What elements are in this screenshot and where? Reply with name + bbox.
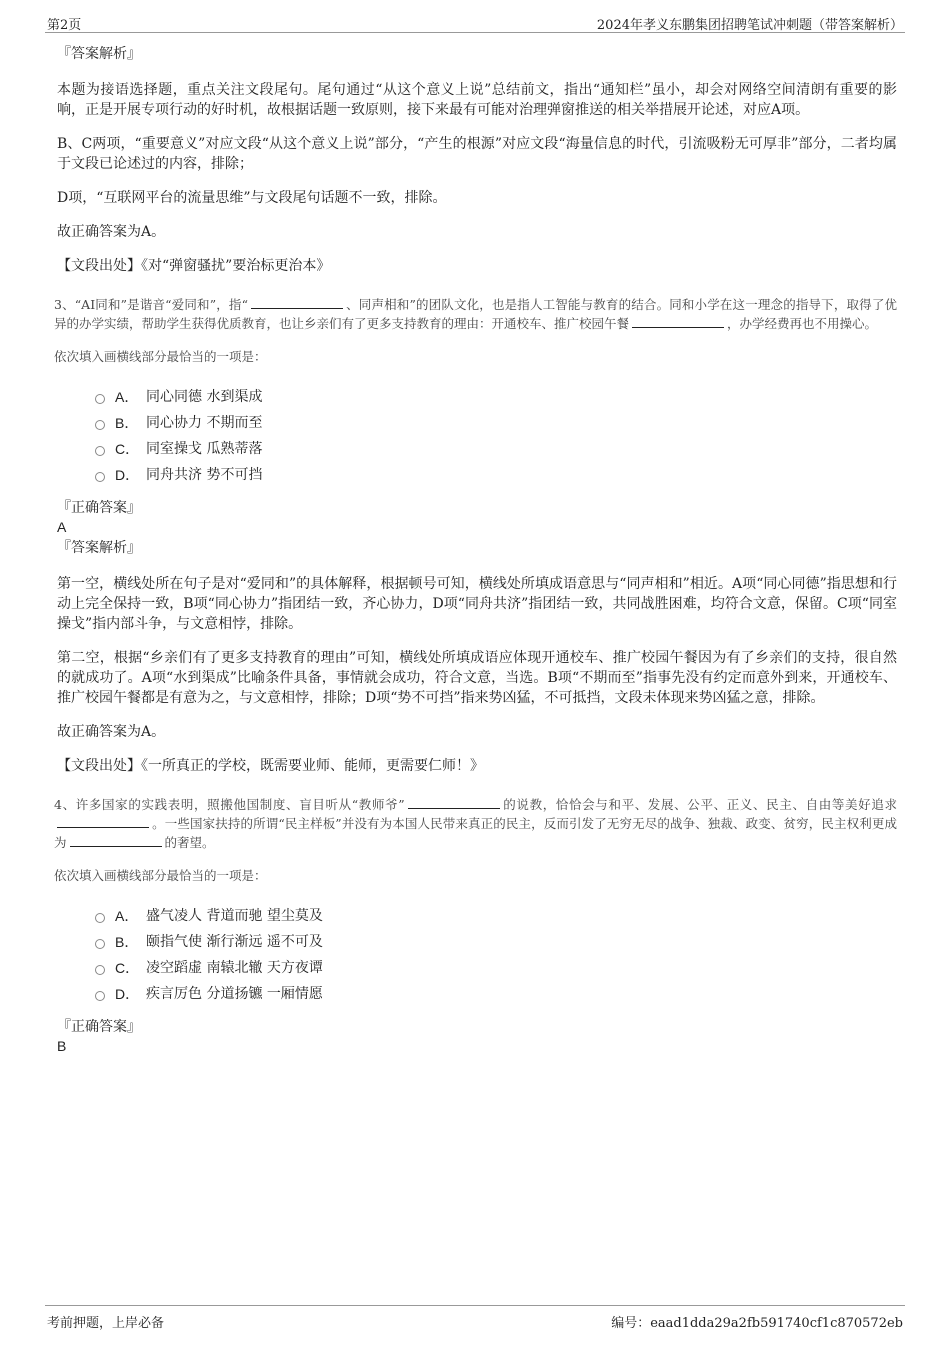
correct-answer: B (57, 1038, 67, 1054)
analysis-paragraph: B、C两项，“重要意义”对应文段“从这个意义上说”部分，“产生的根源”对应文段“海量信息的时代，引流吸粉无可厚非”部分，二者均属于文段已论述过的内容，排除； (57, 136, 897, 172)
page-footer (45, 1305, 905, 1331)
question-3-options (95, 384, 897, 488)
text-source: 【文段出处】《对“弹窗骚扰”要治标更治本》 (57, 258, 331, 274)
radio-icon[interactable] (95, 965, 105, 975)
radio-icon[interactable] (95, 394, 105, 404)
question-3-text: 3、“AI同和”是谐音“爱同和”，指“ 、同声相和”的团队文化，也是指人工智能与教育的结合。同和小学在这一理念的指导下，取得了优异的办学实绩，帮助学生获得优质教育，也让乡亲们有了更多支持教育的理由：开通校车、推广校园午餐 ，办学经费再也不用操心。 (54, 297, 897, 331)
document-body (54, 44, 897, 1057)
radio-icon[interactable] (95, 472, 105, 482)
question-4-prompt: 依次填入画横线部分最恰当的一项是： (54, 868, 267, 883)
text-source: 【文段出处】《一所真正的学校，既需要业师、能师，更需要仁师！》 (57, 758, 484, 774)
radio-icon[interactable] (95, 939, 105, 949)
analysis-paragraph: D项，“互联网平台的流量思维”与文段尾句话题不一致，排除。 (57, 190, 447, 206)
correct-answer: A (57, 519, 67, 535)
option-a[interactable]: A． 盛气凌人 背道而驰 望尘莫及 (95, 903, 897, 929)
radio-icon[interactable] (95, 913, 105, 923)
correct-answer-tag: 『正确答案』 (57, 500, 141, 516)
analysis-tag: 『答案解析』 (57, 540, 141, 556)
analysis-paragraph: 本题为接语选择题，重点关注文段尾句。尾句通过“从这个意义上说”总结前文，指出“通知栏”虽小，却会对网络空间清朗有重要的影响，正是开展专项行动的好时机，故根据话题一致原则，接下来最有可能对治理弹窗推送的相关举措展开论述，对应A项。 (57, 82, 897, 118)
analysis-paragraph: 故正确答案为A。 (57, 724, 166, 740)
blank-line (251, 295, 343, 309)
document-title: 2024年孝义东鹏集团招聘笔试冲刺题（带答案解析） (596, 18, 903, 33)
page-number: 第2页 (47, 18, 82, 33)
option-b[interactable]: B． 颐指气使 渐行渐远 遥不可及 (95, 929, 897, 955)
document-code: 编号：eaad1dda29a2fb591740cf1c870572eb (611, 1316, 903, 1331)
analysis-paragraph: 第二空，根据“乡亲们有了更多支持教育的理由”可知，横线处所填成语应体现开通校车、推广校园午餐因为有了乡亲们的支持，很自然的就成功了。A项“水到渠成”比喻条件具备，事情就会成功，符合文意，当选。B项“不期而至”指事先没有约定而意外到来，开通校车、推广校园午餐都是有意为之，与文意相悖，排除；D项“势不可挡”指来势凶猛，不可抵挡，文段未体现来势凶猛之意，排除。 (57, 650, 897, 706)
option-c[interactable]: C． 凌空蹈虚 南辕北辙 天方夜谭 (95, 955, 897, 981)
footer-slogan: 考前押题，上岸必备 (47, 1316, 165, 1331)
radio-icon[interactable] (95, 446, 105, 456)
correct-answer-tag: 『正确答案』 (57, 1019, 141, 1035)
option-b[interactable]: B． 同心协力 不期而至 (95, 410, 897, 436)
option-a[interactable]: A． 同心同德 水到渠成 (95, 384, 897, 410)
analysis-paragraph: 第一空，横线处所在句子是对“爱同和”的具体解释，根据顿号可知，横线处所填成语意思与“同声相和”相近。A项“同心同德”指思想和行动上完全保持一致，B项“同心协力”指团结一致，齐心协力，D项“同舟共济”指团结一致，共同战胜困难，均符合文意，保留。C项“同室操戈”指内部斗争，与文意相悖，排除。 (57, 576, 897, 632)
blank-line (632, 314, 724, 328)
option-d[interactable]: D． 同舟共济 势不可挡 (95, 462, 897, 488)
blank-line (70, 833, 162, 847)
blank-line (57, 814, 149, 828)
radio-icon[interactable] (95, 420, 105, 430)
analysis-tag: 『答案解析』 (57, 46, 141, 62)
blank-line (408, 795, 500, 809)
radio-icon[interactable] (95, 991, 105, 1001)
option-c[interactable]: C． 同室操戈 瓜熟蒂落 (95, 436, 897, 462)
page-header (45, 12, 905, 33)
option-d[interactable]: D． 疾言厉色 分道扬镳 一厢情愿 (95, 981, 897, 1007)
question-4-text: 4、许多国家的实践表明，照搬他国制度、盲目听从“教师爷” 的说教，恰恰会与和平、发展、公平、正义、民主、自由等美好追求。一些国家扶持的所谓“民主样板”并没有为本国人民带来真正的民主，反而引发了无穷无尽的战争、独裁、政变、贫穷，民主权利更成为 的奢望。 (54, 797, 897, 850)
question-3-prompt: 依次填入画横线部分最恰当的一项是： (54, 349, 267, 364)
analysis-paragraph: 故正确答案为A。 (57, 224, 166, 240)
question-4-options (95, 903, 897, 1007)
